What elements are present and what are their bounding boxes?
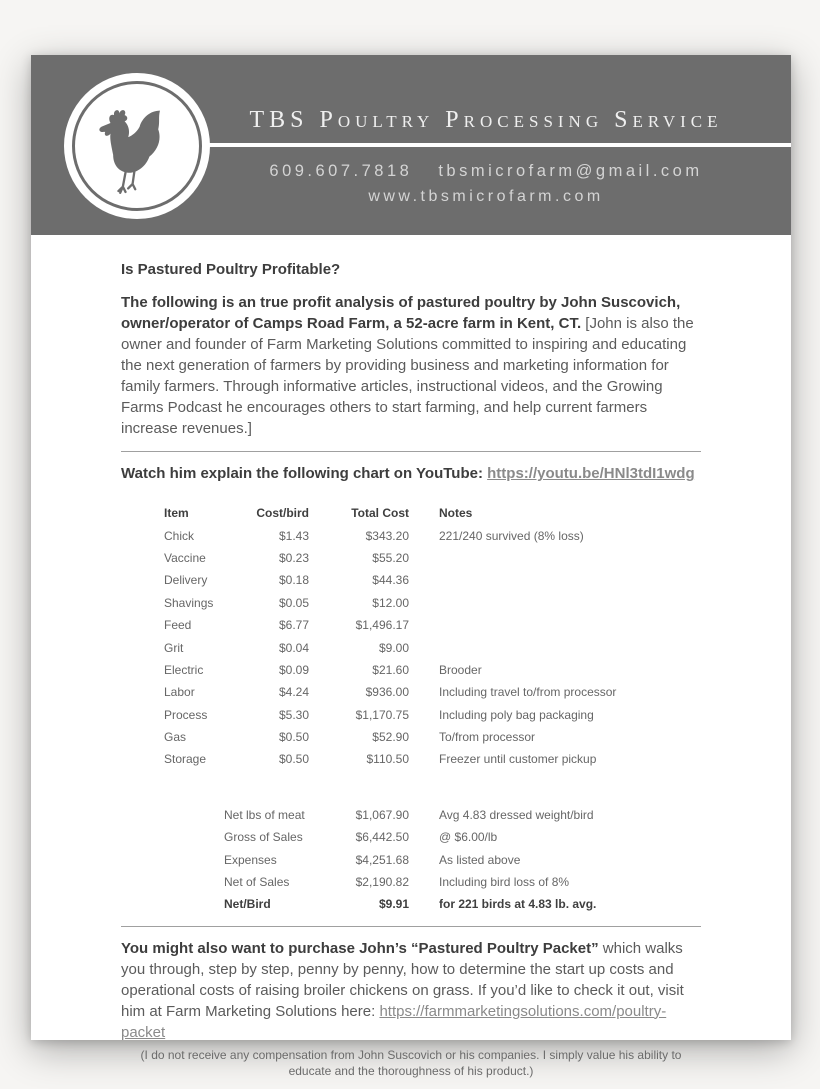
table-cell: $5.30 xyxy=(278,707,309,722)
youtube-link[interactable]: https://youtu.be/HNl3tdI1wdg xyxy=(487,465,695,482)
disclaimer-note: (I do not receive any compensation from John Suscovich or his companies. I simply value his ability to educate and the thoroughness of his product.) xyxy=(140,1047,682,1078)
summary-value: $1,067.90 xyxy=(355,807,409,822)
table-cell: $12.00 xyxy=(372,595,409,610)
table-cell: $6.77 xyxy=(278,618,309,633)
cost-analysis-table xyxy=(164,502,699,771)
table-cell: $0.09 xyxy=(278,662,309,677)
footer-bold: You might also want to purchase John’s “Pastured Poultry Packet” xyxy=(121,939,599,957)
table-cell: $4.24 xyxy=(278,685,309,700)
intro-heading: Is Pastured Poultry Profitable? xyxy=(121,261,341,278)
email-address: tbsmicrofarm@gmail.com xyxy=(438,162,703,180)
table-cell: $0.23 xyxy=(278,550,309,565)
table-cell: $0.05 xyxy=(278,595,309,610)
summary-row xyxy=(224,826,701,848)
table-cell: $21.60 xyxy=(372,662,409,677)
table-cell: $0.18 xyxy=(278,573,309,588)
contact-row xyxy=(181,162,791,181)
table-cell: $0.50 xyxy=(278,752,309,767)
table-cell: Feed xyxy=(164,618,192,633)
summary-note: Including bird loss of 8% xyxy=(439,875,570,890)
table-row xyxy=(164,524,699,546)
table-cell xyxy=(439,547,699,569)
totals-summary xyxy=(224,804,701,916)
table-cell: $9.00 xyxy=(378,640,409,655)
table-header-row xyxy=(164,502,699,524)
summary-value: $6,442.50 xyxy=(355,830,409,845)
watch-line xyxy=(121,465,701,482)
table-row xyxy=(164,659,699,681)
table-cell: $44.36 xyxy=(372,573,409,588)
summary-row xyxy=(224,871,701,893)
table-cell xyxy=(409,659,439,681)
table-row xyxy=(164,748,699,770)
table-row xyxy=(164,636,699,658)
farm-logo xyxy=(64,73,210,219)
summary-note: for 221 birds at 4.83 lb. avg. xyxy=(439,897,597,912)
table-cell xyxy=(409,524,439,546)
table-cell: Brooder xyxy=(439,662,482,677)
website-url: www.tbsmicrofarm.com xyxy=(368,188,604,205)
summary-label: Expenses xyxy=(224,852,277,867)
column-header-notes: Notes xyxy=(439,506,473,521)
table-cell: Chick xyxy=(164,528,195,543)
table-cell xyxy=(409,704,439,726)
summary-note: Avg 4.83 dressed weight/bird xyxy=(439,807,594,822)
table-cell: $1,170.75 xyxy=(355,707,409,722)
section-divider-bottom xyxy=(121,926,701,927)
table-cell: To/from processor xyxy=(439,730,536,745)
watch-label: Watch him explain the following chart on YouTube: xyxy=(121,465,488,482)
table-cell: Shavings xyxy=(164,595,214,610)
table-cell: Storage xyxy=(164,752,207,767)
table-cell: $936.00 xyxy=(365,685,409,700)
table-cell: Freezer until customer pickup xyxy=(439,752,597,767)
document-page xyxy=(31,55,791,1078)
table-row xyxy=(164,592,699,614)
summary-label: Net of Sales xyxy=(224,875,290,890)
summary-row xyxy=(224,804,701,826)
footer-rest: which walks you through, step by step, penny by penny, how to determine the start up costs and operational costs of raising broiler chickens on grass. If you’d like to check it out, visit him at Farm Marketing Solutions here: xyxy=(121,939,684,1020)
table-cell: $1.43 xyxy=(278,528,309,543)
table-row xyxy=(164,614,699,636)
document-body xyxy=(31,261,791,1079)
table-cell: $0.50 xyxy=(278,730,309,745)
table-cell: $1,496.17 xyxy=(355,618,409,633)
table-cell xyxy=(439,592,699,614)
table-cell: 221/240 survived (8% loss) xyxy=(439,528,584,543)
section-divider-top xyxy=(121,451,701,452)
summary-row xyxy=(224,848,701,870)
table-cell xyxy=(439,636,699,658)
table-cell: $0.04 xyxy=(278,640,309,655)
table-cell: Vaccine xyxy=(164,550,206,565)
summary-value: $9.91 xyxy=(378,897,409,912)
table-cell: Labor xyxy=(164,685,195,700)
business-name: TBS Poultry Processing Service xyxy=(249,107,723,133)
table-cell xyxy=(409,636,439,658)
table-cell xyxy=(439,569,699,591)
table-cell: $343.20 xyxy=(365,528,409,543)
table-cell: Gas xyxy=(164,730,187,745)
summary-label: Gross of Sales xyxy=(224,830,303,845)
header-text-block xyxy=(181,55,791,235)
table-row xyxy=(164,726,699,748)
poultry-packet-link[interactable]: https://farmmarketingsolutions.com/poultry-packet xyxy=(121,1002,667,1041)
summary-note: @ $6.00/lb xyxy=(439,830,498,845)
table-cell: Process xyxy=(164,707,208,722)
table-row xyxy=(164,704,699,726)
column-header-total-cost: Total Cost xyxy=(351,506,409,521)
column-header-item: Item xyxy=(164,506,189,521)
table-cell xyxy=(409,726,439,748)
table-row xyxy=(164,681,699,703)
table-cell: $52.90 xyxy=(372,730,409,745)
summary-value: $4,251.68 xyxy=(355,852,409,867)
table-cell: Electric xyxy=(164,662,204,677)
table-cell xyxy=(409,681,439,703)
table-cell: Delivery xyxy=(164,573,208,588)
table-cell: Including travel to/from processor xyxy=(439,685,617,700)
letterhead xyxy=(31,55,791,235)
table-cell xyxy=(439,614,699,636)
table-row xyxy=(164,547,699,569)
summary-label: Net lbs of meat xyxy=(224,807,305,822)
table-row xyxy=(164,569,699,591)
footer-paragraph xyxy=(121,938,701,1043)
table-cell xyxy=(409,592,439,614)
summary-value: $2,190.82 xyxy=(355,875,409,890)
table-cell: $110.50 xyxy=(366,752,409,767)
intro-lead-bold: The following is an true profit analysis of pastured poultry by John Suscovich, owner/operator of Camps Road Farm, a 52-acre farm in Kent, CT. xyxy=(121,294,681,332)
intro-lead-rest: [John is also the owner and founder of Farm Marketing Solutions committed to inspiring and educating the next generation of farmers by providing business and marketing information for family farmers. Through informative articles, instructional videos, and the Growing Farms Podcast he encourages others to start farming, and help current farmers increase revenues.] xyxy=(121,315,694,437)
intro-paragraph xyxy=(121,292,701,439)
summary-label: Net/Bird xyxy=(224,897,271,912)
table-cell: $55.20 xyxy=(372,550,409,565)
table-cell xyxy=(409,614,439,636)
column-header-cost-per-bird: Cost/bird xyxy=(256,506,309,521)
phone-number: 609.607.7818 xyxy=(269,162,413,180)
table-cell: Grit xyxy=(164,640,184,655)
table-cell xyxy=(409,569,439,591)
summary-note: As listed above xyxy=(439,852,521,867)
summary-row xyxy=(224,893,701,915)
table-cell xyxy=(409,748,439,770)
table-cell: Including poly bag packaging xyxy=(439,707,594,722)
table-cell xyxy=(409,547,439,569)
